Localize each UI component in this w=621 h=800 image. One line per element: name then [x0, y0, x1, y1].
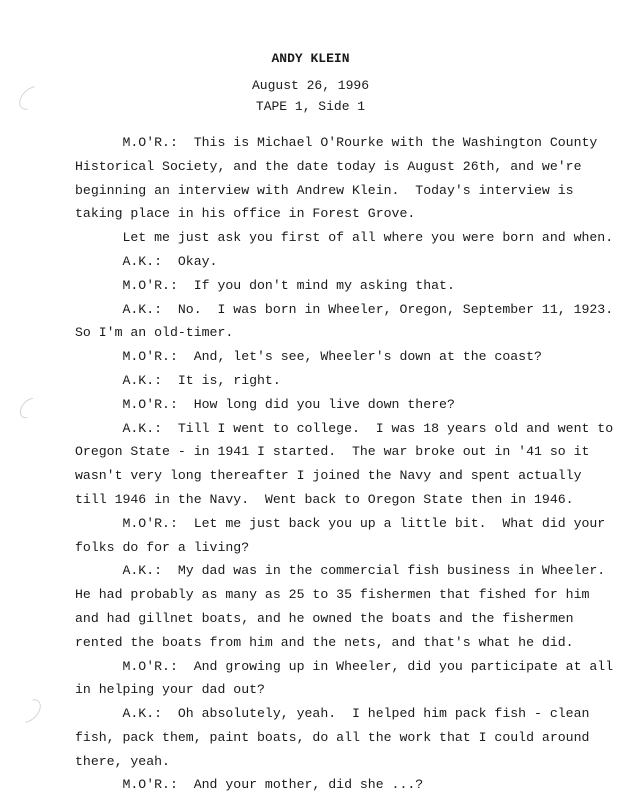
- transcript-line: M.O'R.: If you don't mind my asking that.: [75, 278, 455, 293]
- transcript-line: So I'm an old-timer.: [75, 325, 234, 340]
- transcript-line: Historical Society, and the date today is August 26th, and we're: [75, 159, 582, 174]
- transcript-line: M.O'R.: And growing up in Wheeler, did you participate at all: [75, 659, 614, 674]
- transcript-line: rented the boats from him and the nets, and that's what he did.: [75, 635, 574, 650]
- transcript-line: A.K.: No. I was born in Wheeler, Oregon, September 11, 1923.: [75, 302, 614, 317]
- transcript-line: taking place in his office in Forest Grove.: [75, 206, 416, 221]
- transcript-line: A.K.: Oh absolutely, yeah. I helped him pack fish - clean: [75, 706, 590, 721]
- transcript-line: A.K.: Till I went to college. I was 18 years old and went to: [75, 421, 614, 436]
- transcript-line: A.K.: Okay.: [75, 254, 218, 269]
- interview-date: August 26, 1996: [251, 78, 370, 93]
- punch-hole-mark-bottom: [13, 695, 46, 728]
- transcript-line: M.O'R.: And your mother, did she ...?: [75, 777, 424, 792]
- transcript-line: wasn't very long thereafter I joined the Navy and spent actually: [75, 468, 582, 483]
- transcript-line: A.K.: My dad was in the commercial fish business in Wheeler.: [75, 563, 606, 578]
- transcript-line: till 1946 in the Navy. Went back to Oregon State then in 1946.: [75, 492, 574, 507]
- transcript-line: and had gillnet boats, and he owned the boats and the fishermen: [75, 611, 574, 626]
- transcript-line: fish, pack them, paint boats, do all the work that I could around: [75, 730, 590, 745]
- interviewee-name: ANDY KLEIN: [271, 51, 350, 66]
- transcript-line: M.O'R.: How long did you live down there?: [75, 397, 455, 412]
- punch-hole-mark-middle: [16, 394, 44, 422]
- transcript-line: Oregon State - in 1941 I started. The war broke out in '41 so it: [75, 444, 590, 459]
- transcript-line: M.O'R.: And, let's see, Wheeler's down at the coast?: [75, 349, 542, 364]
- transcript-line: Let me just ask you first of all where you were born and when.: [75, 230, 614, 245]
- transcript-line: He had probably as many as 25 to 35 fishermen that fished for him: [75, 587, 590, 602]
- transcript-line: there, yeah.: [75, 754, 170, 769]
- transcript-line: M.O'R.: This is Michael O'Rourke with the Washington County: [75, 135, 598, 150]
- tape-side-label: TAPE 1, Side 1: [255, 99, 366, 114]
- transcript-line: A.K.: It is, right.: [75, 373, 281, 388]
- transcript-line: beginning an interview with Andrew Klein. Today's interview is: [75, 183, 574, 198]
- transcript-line: in helping your dad out?: [75, 682, 265, 697]
- transcript-line: M.O'R.: Let me just back you up a little bit. What did your: [75, 516, 606, 531]
- transcript-line: folks do for a living?: [75, 540, 250, 555]
